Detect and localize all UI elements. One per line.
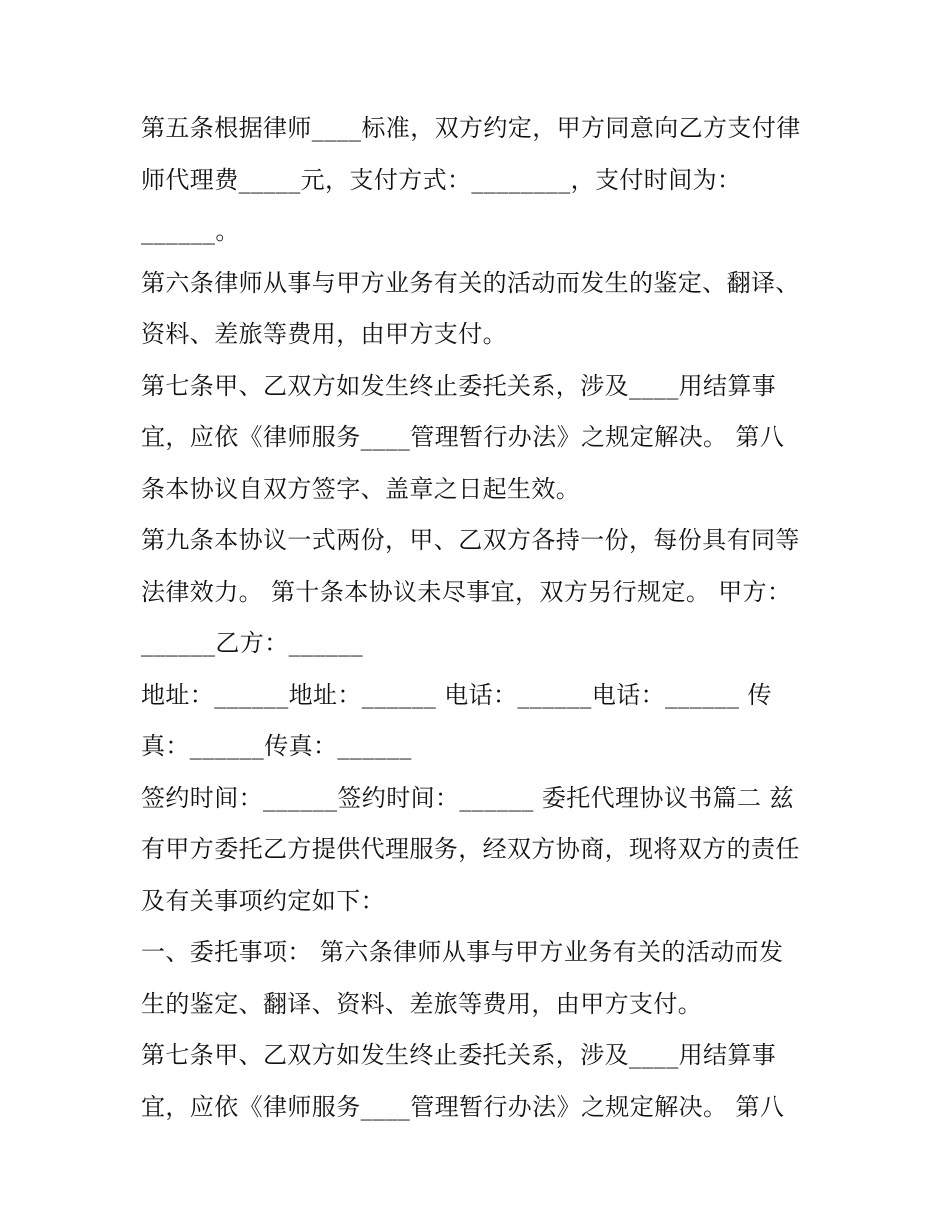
text-line: 有甲方委托乙方提供代理服务，经双方协商，现将双方的责任: [141, 835, 800, 863]
text-line: 签约时间：______签约时间：______ 委托代理协议书篇二 兹: [141, 783, 794, 812]
text-line: 师代理费_____元，支付方式：________，支付时间为：: [141, 165, 742, 194]
text-line: 一、委托事项： 第六条律师从事与甲方业务有关的活动而发: [141, 938, 784, 966]
text-line: 宜，应依《律师服务____管理暂行办法》之规定解决。 第八: [141, 423, 785, 451]
text-line: 第五条根据律师____标准，双方约定，甲方同意向乙方支付律: [141, 114, 801, 142]
text-line: 第七条甲、乙双方如发生终止委托关系，涉及____用结算事: [141, 371, 777, 400]
text-line: 第六条律师从事与甲方业务有关的活动而发生的鉴定、翻译、: [141, 268, 800, 297]
text-line: 法律效力。 第十条本协议未尽事宜，双方另行规定。 甲方：: [141, 577, 792, 606]
text-line: 及有关事项约定如下：: [141, 886, 385, 915]
text-line: 宜，应依《律师服务____管理暂行办法》之规定解决。 第八: [141, 1092, 785, 1121]
document-body: [141, 103, 821, 1133]
text-line: ______。: [141, 217, 240, 245]
text-line: 生的鉴定、翻译、资料、差旅等费用，由甲方支付。: [141, 989, 703, 1018]
text-line: 条本协议自双方签字、盖章之日起生效。: [141, 474, 581, 503]
text-line: 资料、差旅等费用，由甲方支付。: [141, 320, 507, 348]
text-line: 第七条甲、乙双方如发生终止委托关系，涉及____用结算事: [141, 1041, 777, 1069]
text-line: 地址：______地址：______ 电话：______电话：______ 传: [141, 680, 772, 709]
text-line: 第九条本协议一式两份，甲、乙双方各持一份，每份具有同等: [141, 526, 800, 554]
text-line: ______乙方：______: [141, 629, 363, 657]
text-line: 真：______传真：______: [141, 732, 412, 760]
